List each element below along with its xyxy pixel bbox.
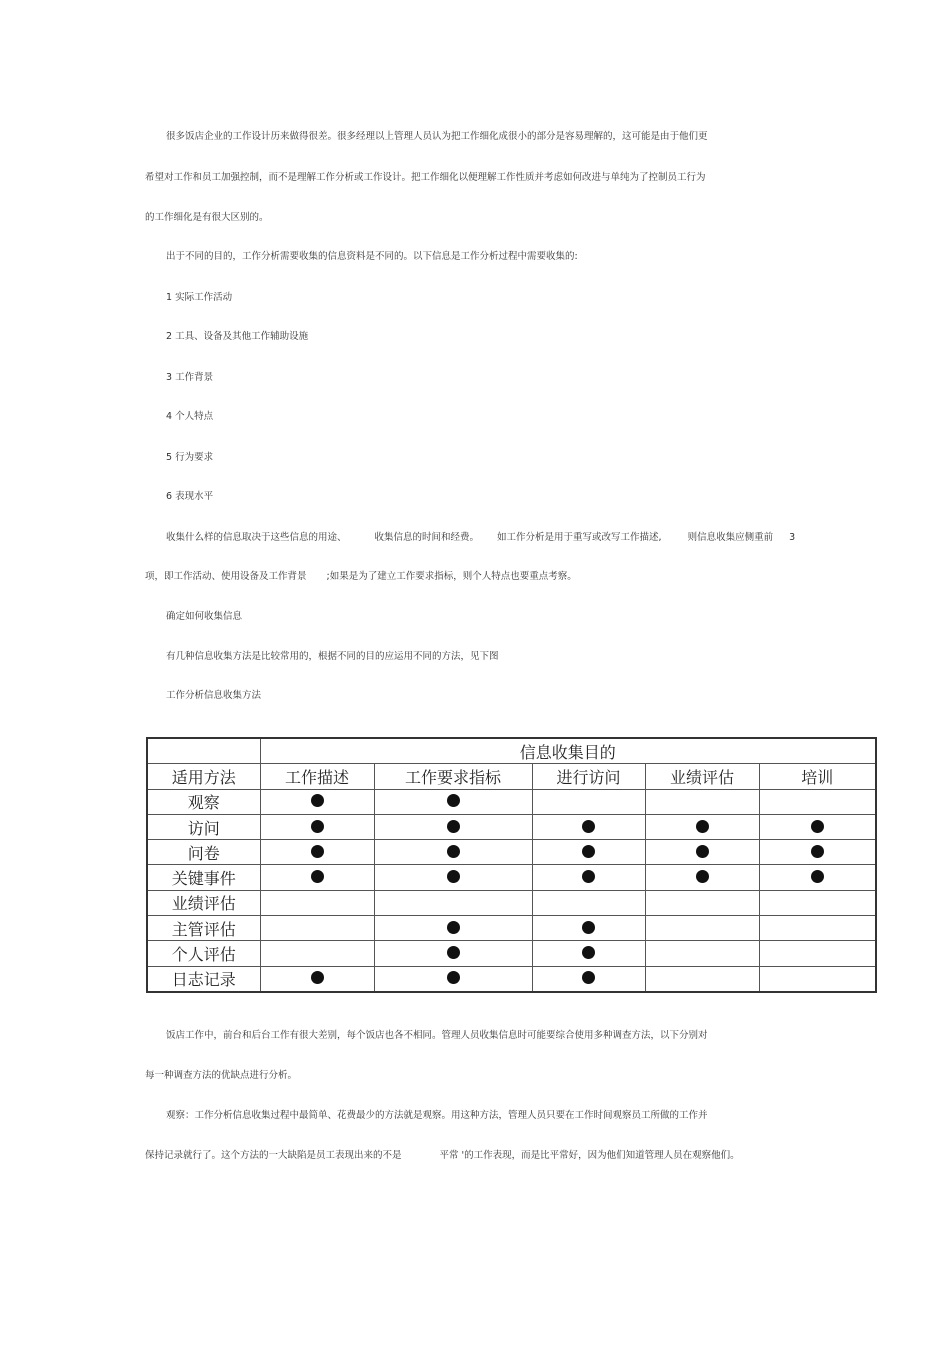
table-cell	[374, 890, 532, 915]
table-cell	[260, 941, 374, 966]
filled-dot-icon	[582, 820, 595, 833]
table-cell	[759, 941, 876, 966]
column-header: 工作描述	[260, 764, 374, 789]
list-item: 3 工作背景	[166, 372, 214, 383]
table-cell	[532, 890, 645, 915]
filled-dot-icon	[582, 946, 595, 959]
text-segment: 平常 '的工作表现，而是比平常好，因为他们知道管理人员在观察他们。	[439, 1150, 740, 1161]
filled-dot-icon	[447, 946, 460, 959]
table-cell	[645, 865, 759, 890]
table-row	[147, 941, 876, 966]
table-row	[147, 840, 876, 865]
table-cell	[645, 966, 759, 992]
table-header-row	[147, 764, 876, 789]
table-cell	[645, 814, 759, 839]
table-cell	[532, 916, 645, 941]
table-row	[147, 916, 876, 941]
section-heading: 确定如何收集信息	[166, 611, 243, 622]
list-item: 4 个人特点	[166, 411, 214, 422]
column-header: 进行访问	[532, 764, 645, 789]
table-cell	[374, 916, 532, 941]
text-segment: 如工作分析是用于重写或改写工作描述,	[497, 532, 662, 543]
filled-dot-icon	[582, 971, 595, 984]
table-cell	[759, 890, 876, 915]
table-row	[147, 865, 876, 890]
filled-dot-icon	[311, 794, 324, 807]
table-cell	[260, 916, 374, 941]
table-cell	[532, 814, 645, 839]
paragraph-observation-l1: 观察：工作分析信息收集过程中最简单、花费最少的方法就是观察。用这种方法，管理人员只要在工作时间观察员工所做的工作并	[166, 1110, 708, 1121]
table-cell	[374, 814, 532, 839]
paragraph-design-l1: 很多饭店企业的工作设计历来做得很差。很多经理以上管理人员认为把工作细化成很小的部分是容易理解的，这可能是由于他们更	[166, 131, 708, 142]
filled-dot-icon	[311, 845, 324, 858]
list-item: 6 表现水平	[166, 491, 214, 502]
filled-dot-icon	[311, 820, 324, 833]
table-cell	[260, 789, 374, 814]
text-segment: 收集信息的时间和经费。	[374, 532, 480, 543]
table-cell	[759, 814, 876, 839]
table-cell	[532, 865, 645, 890]
filled-dot-icon	[311, 870, 324, 883]
table-cell	[374, 840, 532, 865]
filled-dot-icon	[447, 921, 460, 934]
filled-dot-icon	[696, 870, 709, 883]
table-body	[147, 789, 876, 992]
table-row	[147, 789, 876, 814]
table-cell	[260, 865, 374, 890]
method-name-cell: 访问	[147, 814, 260, 839]
table-cell	[374, 865, 532, 890]
text-segment: 保持记录就行了。这个方法的一大缺陷是员工表现出来的不是	[145, 1150, 402, 1161]
table-cell	[645, 840, 759, 865]
paragraph-observation-l2	[145, 1147, 740, 1161]
table-cell	[260, 840, 374, 865]
filled-dot-icon	[447, 845, 460, 858]
table-cell	[759, 966, 876, 992]
filled-dot-icon	[447, 971, 460, 984]
table-cell	[645, 789, 759, 814]
paragraph-hotel-l1: 饭店工作中，前台和后台工作有很大差别，每个饭店也各不相同。管理人员收集信息时可能要综合使用多种调查方法，以下分别对	[166, 1030, 708, 1041]
table-cell	[759, 916, 876, 941]
method-name-cell: 关键事件	[147, 865, 260, 890]
table-cell	[645, 890, 759, 915]
filled-dot-icon	[447, 870, 460, 883]
table-cell	[532, 941, 645, 966]
text-segment: 3	[789, 532, 796, 543]
table-row	[147, 890, 876, 915]
text-segment: 收集什么样的信息取决于这些信息的用途、	[166, 532, 347, 543]
filled-dot-icon	[811, 870, 824, 883]
table-cell	[759, 865, 876, 890]
list-item: 5 行为要求	[166, 452, 214, 463]
method-name-cell: 业绩评估	[147, 890, 260, 915]
list-item: 1 实际工作活动	[166, 292, 233, 303]
method-name-cell: 观察	[147, 789, 260, 814]
paragraph-usage-l1	[166, 529, 795, 543]
table-cell	[759, 789, 876, 814]
method-name-cell: 日志记录	[147, 966, 260, 992]
table-cell	[260, 890, 374, 915]
column-header: 工作要求指标	[374, 764, 532, 789]
group-header: 信息收集目的	[260, 738, 876, 764]
filled-dot-icon	[447, 794, 460, 807]
text-segment: ;如果是为了建立工作要求指标，则个人特点也要重点考察。	[326, 571, 577, 582]
column-header: 培训	[759, 764, 876, 789]
filled-dot-icon	[696, 845, 709, 858]
table-row	[147, 966, 876, 992]
paragraph-methods-intro: 有几种信息收集方法是比较常用的，根据不同的目的应运用不同的方法，见下图	[166, 651, 499, 662]
paragraph-hotel-l2: 每一种调查方法的优缺点进行分析。	[145, 1070, 298, 1081]
filled-dot-icon	[811, 845, 824, 858]
paragraph-design-l3: 的工作细化是有很大区别的。	[145, 212, 269, 223]
table-cell	[759, 840, 876, 865]
table-corner-cell	[147, 738, 260, 764]
text-segment: 项，即工作活动、使用设备及工作背景	[145, 571, 307, 582]
filled-dot-icon	[582, 921, 595, 934]
table-group-header-row	[147, 738, 876, 764]
table-cell	[374, 789, 532, 814]
text-segment: 则信息收集应侧重前	[687, 532, 774, 543]
method-name-cell: 个人评估	[147, 941, 260, 966]
paragraph-design-l2: 希望对工作和员工加强控制，而不是理解工作分析或工作设计。把工作细化以便理解工作性质并考虑如何改进与单纯为了控制员工行为	[145, 172, 706, 183]
method-column-header: 适用方法	[147, 764, 260, 789]
method-name-cell: 主管评估	[147, 916, 260, 941]
table-cell	[532, 840, 645, 865]
paragraph-purpose: 出于不同的目的，工作分析需要收集的信息资料是不同的。以下信息是工作分析过程中需要收集的:	[166, 251, 578, 262]
table-cell	[532, 789, 645, 814]
column-header: 业绩评估	[645, 764, 759, 789]
table-row	[147, 814, 876, 839]
table-caption: 工作分析信息收集方法	[166, 690, 262, 701]
table-cell	[260, 814, 374, 839]
table-cell	[260, 966, 374, 992]
filled-dot-icon	[696, 820, 709, 833]
filled-dot-icon	[447, 820, 460, 833]
filled-dot-icon	[582, 870, 595, 883]
table-cell	[645, 916, 759, 941]
filled-dot-icon	[811, 820, 824, 833]
method-name-cell: 问卷	[147, 840, 260, 865]
table-cell	[645, 941, 759, 966]
paragraph-usage-l2	[145, 568, 577, 582]
table-cell	[532, 966, 645, 992]
filled-dot-icon	[311, 971, 324, 984]
filled-dot-icon	[582, 845, 595, 858]
list-item: 2 工具、设备及其他工作辅助设施	[166, 331, 309, 342]
table-cell	[374, 941, 532, 966]
methods-table	[146, 737, 877, 993]
table-cell	[374, 966, 532, 992]
